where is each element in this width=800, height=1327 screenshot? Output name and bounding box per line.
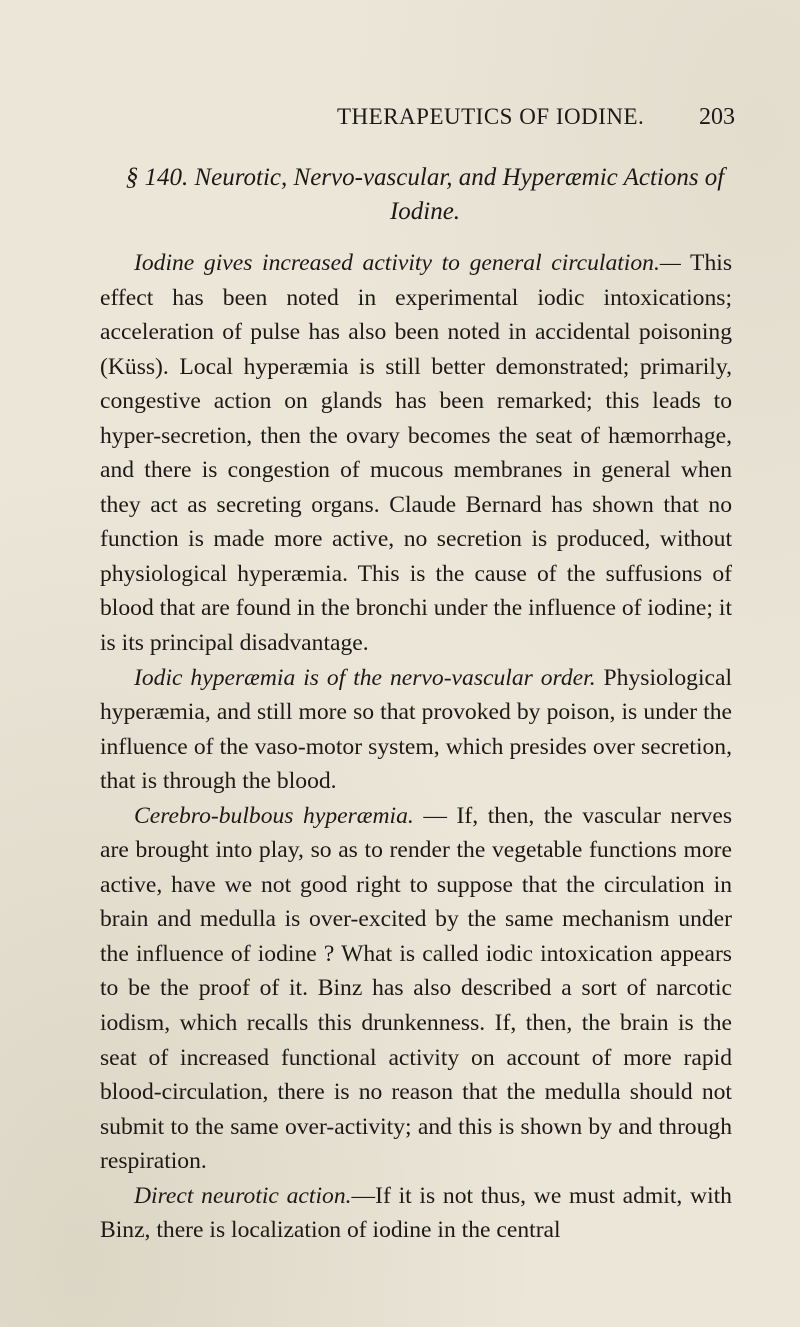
paragraph-text: — If, then, the vascular nerves are brought into play, so as to render the vegetable functions more active, have we not good right to suppose that the circulation in brain and medulla is over-excited by the same mechanism under the influence of iodine ? What is called iodic intoxication appears to be the proof of it. Binz has also described a sort of narcotic iodism, which recalls this drunkenness. If, then, the brain is the seat of increased functional activity on account of more rapid blood-circulation, there is no reason that the medulla should not submit to the same over-activity; and this is shown by and through respiration. (100, 802, 733, 1175)
paragraph-text: This effect has been noted in experimental iodic intoxications; acceleration of pulse has also been noted in accidental poisoning (Küss). Local hyperæmia is still better demonstrated; primarily, congestive action on glands has been remarked; this leads to hyper-secretion, then the ovary becomes the seat of hæmorrhage, and there is congestion of mucous membranes in general when they act as secreting organs. Claude Bernard has shown that no function is made more active, no secretion is produced, without physiological hyperæmia. This is the cause of the suffusions of blood that are found in the bronchi under the influence of iodine; it is its principal disadvantage. (100, 250, 733, 657)
running-title: THERAPEUTICS OF IODINE. (337, 104, 645, 129)
paragraph-lead: Direct neurotic action. (134, 1182, 352, 1209)
paragraph (100, 246, 732, 661)
paragraph-text: Physiological hyperæmia, and still more so that provoked by poison, is under the influence of the vaso-motor system, which presides over secretion, that is through the blood. (100, 664, 732, 795)
paragraph-lead: Iodine gives increased activity to general circulation.— (134, 250, 681, 276)
paragraph (100, 661, 732, 799)
paragraph-lead: Iodic hyperæmia is of the nervo-vascular order. (134, 664, 596, 691)
paragraph (100, 1179, 732, 1248)
page-number: 203 (699, 104, 735, 130)
paragraph (100, 799, 732, 1179)
section-heading: § 140. Neurotic, Nervo-vascular, and Hyperæmic Actions of Iodine. (125, 164, 725, 225)
body-text (100, 246, 732, 1248)
paragraph-text: —If it is not thus, we must admit, with Binz, there is localization of iodine in the central (100, 1182, 732, 1244)
paragraph-lead: Cerebro-bulbous hyperæmia. (134, 802, 414, 829)
running-head (0, 104, 800, 140)
